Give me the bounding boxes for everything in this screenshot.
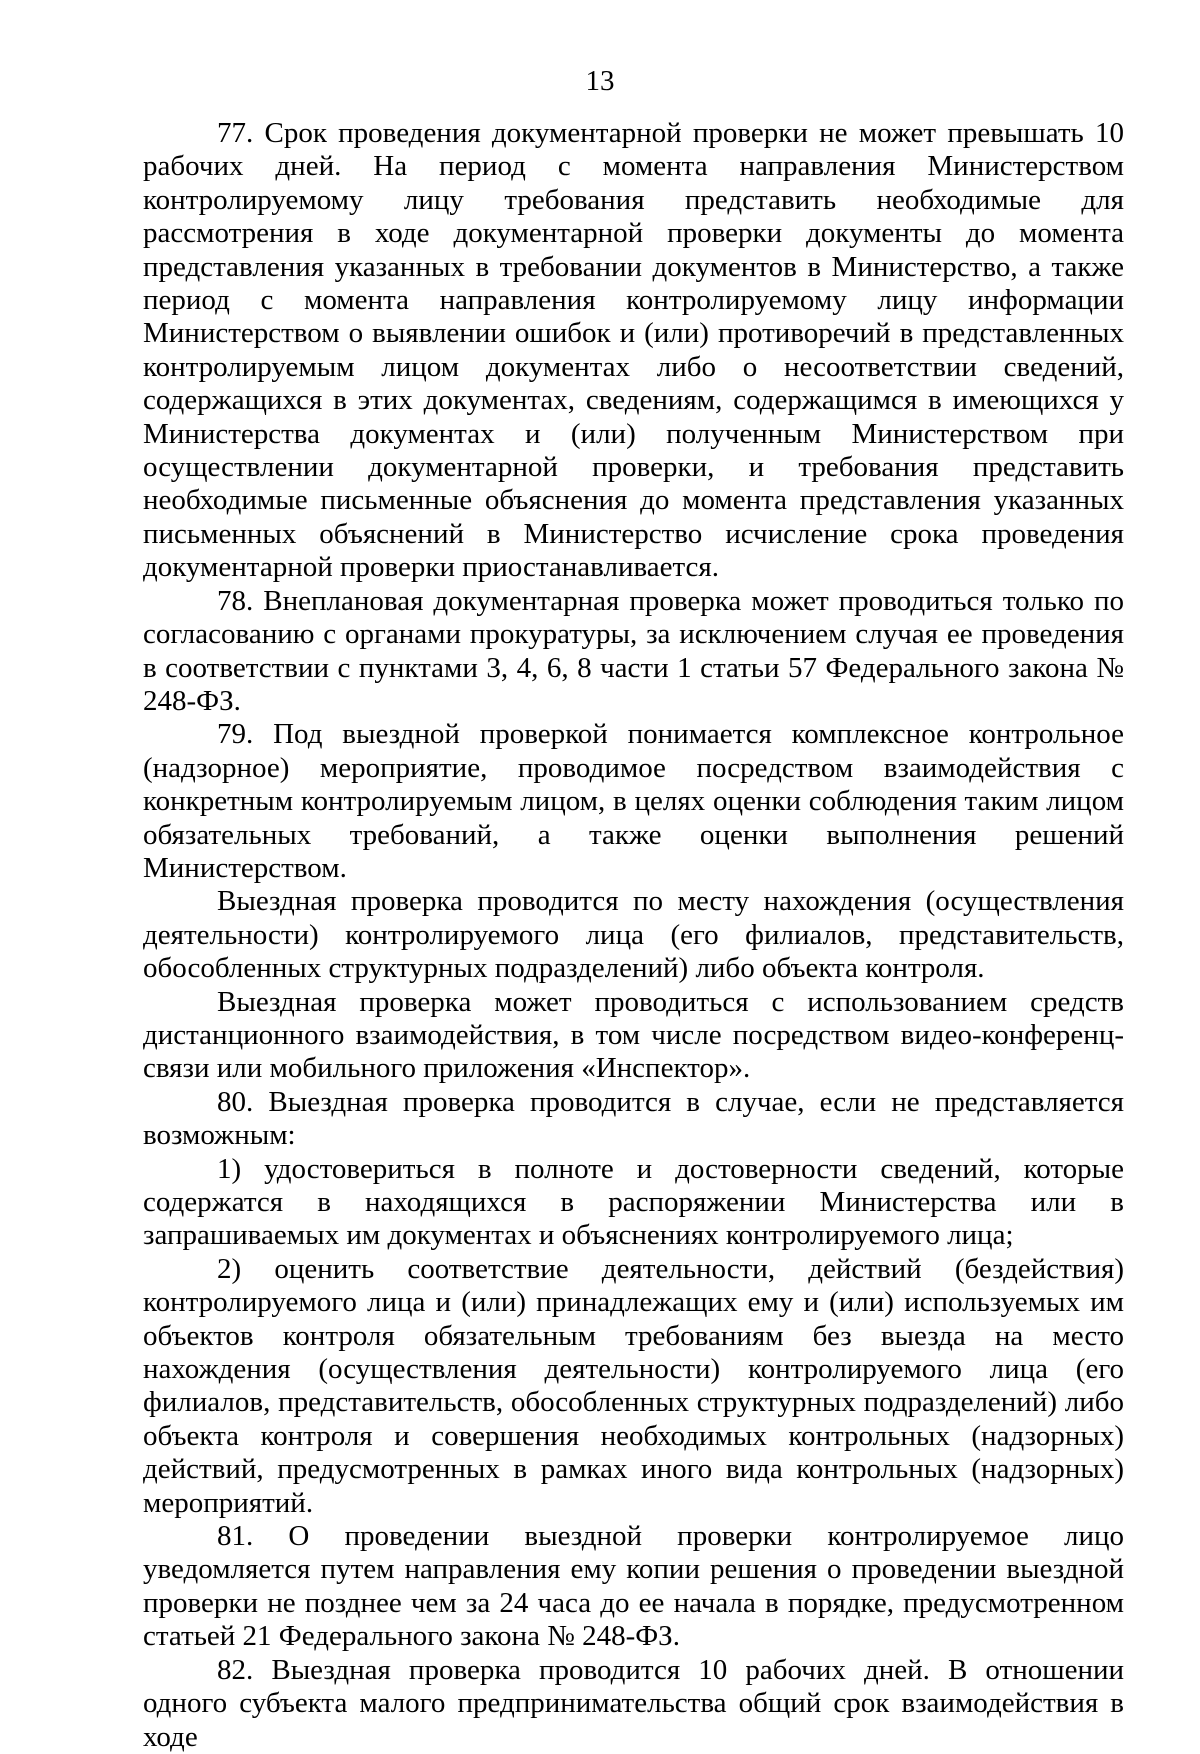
paragraph-79: 79. Под выездной проверкой понимается комплексное контрольное (надзорное) мероприятие, проводимое посредством взаимодействия с конкретным контролируемым лицом, в целях оценки соблюдения таким лицом обязательных требований, а также оценки выполнения решений Министерством. bbox=[143, 718, 1124, 884]
paragraph-82: 82. Выездная проверка проводится 10 рабочих дней. В отношении одного субъекта малого предпринимательства общий срок взаимодействия в ходе bbox=[143, 1653, 1124, 1753]
page-number: 13 bbox=[585, 65, 615, 97]
paragraph-80-item-1: 1) удостовериться в полноте и достоверности сведений, которые содержатся в находящихся в распоряжении Министерства или в запрашиваемых им документах и объяснениях контролируемого лица; bbox=[143, 1152, 1124, 1252]
paragraph-80-item-2: 2) оценить соответствие деятельности, действий (бездействия) контролируемого лица и (или) принадлежащих ему и (или) используемых им объектов контроля обязательным требованиям без выезда на место нахождения (осуществления деятельности) контролируемого лица (его филиалов, представительств, обособленных структурных подразделений) либо объекта контроля и совершения необходимых контрольных (надзорных) действий, предусмотренных в рамках иного вида контрольных (надзорных) мероприятий. bbox=[143, 1252, 1124, 1519]
paragraph-78: 78. Внеплановая документарная проверка может проводиться только по согласованию с органами прокуратуры, за исключением случая ее проведения в соответствии с пунктами 3, 4, 6, 8 части 1 статьи 57 Федерального закона № 248-ФЗ. bbox=[143, 584, 1124, 717]
paragraph-81: 81. О проведении выездной проверки контролируемое лицо уведомляется путем направления ему копии решения о проведении выездной проверки не позднее чем за 24 часа до ее начала в порядке, предусмотренном статьей 21 Федерального закона № 248-ФЗ. bbox=[143, 1520, 1124, 1653]
paragraph-79-location: Выездная проверка проводится по месту нахождения (осуществления деятельности) контролируемого лица (его филиалов, представительств, обособленных структурных подразделений) либо объекта контроля. bbox=[143, 885, 1124, 985]
document-body bbox=[143, 117, 1124, 1754]
paragraph-77: 77. Срок проведения документарной проверки не может превышать 10 рабочих дней. На период с момента направления Министерством контролируемому лицу требования представить необходимые для рассмотрения в ходе документарной проверки документы до момента представления указанных в требовании документов в Министерство, а также период с момента направления контролируемому лицу информации Министерством о выявлении ошибок и (или) противоречий в представленных контролируемым лицом документах либо о несоответствии сведений, содержащихся в этих документах, сведениям, содержащимся в имеющихся у Министерства документах и (или) полученным Министерством при осуществлении документарной проверки, и требования представить необходимые письменные объяснения до момента представления указанных письменных объяснений в Министерство исчисление срока проведения документарной проверки приостанавливается. bbox=[143, 117, 1124, 584]
paragraph-79-remote: Выездная проверка может проводиться с использованием средств дистанционного взаимодействия, в том числе посредством видео-конференц-связи или мобильного приложения «Инспектор». bbox=[143, 985, 1124, 1085]
paragraph-80: 80. Выездная проверка проводится в случае, если не представляется возможным: bbox=[143, 1085, 1124, 1152]
